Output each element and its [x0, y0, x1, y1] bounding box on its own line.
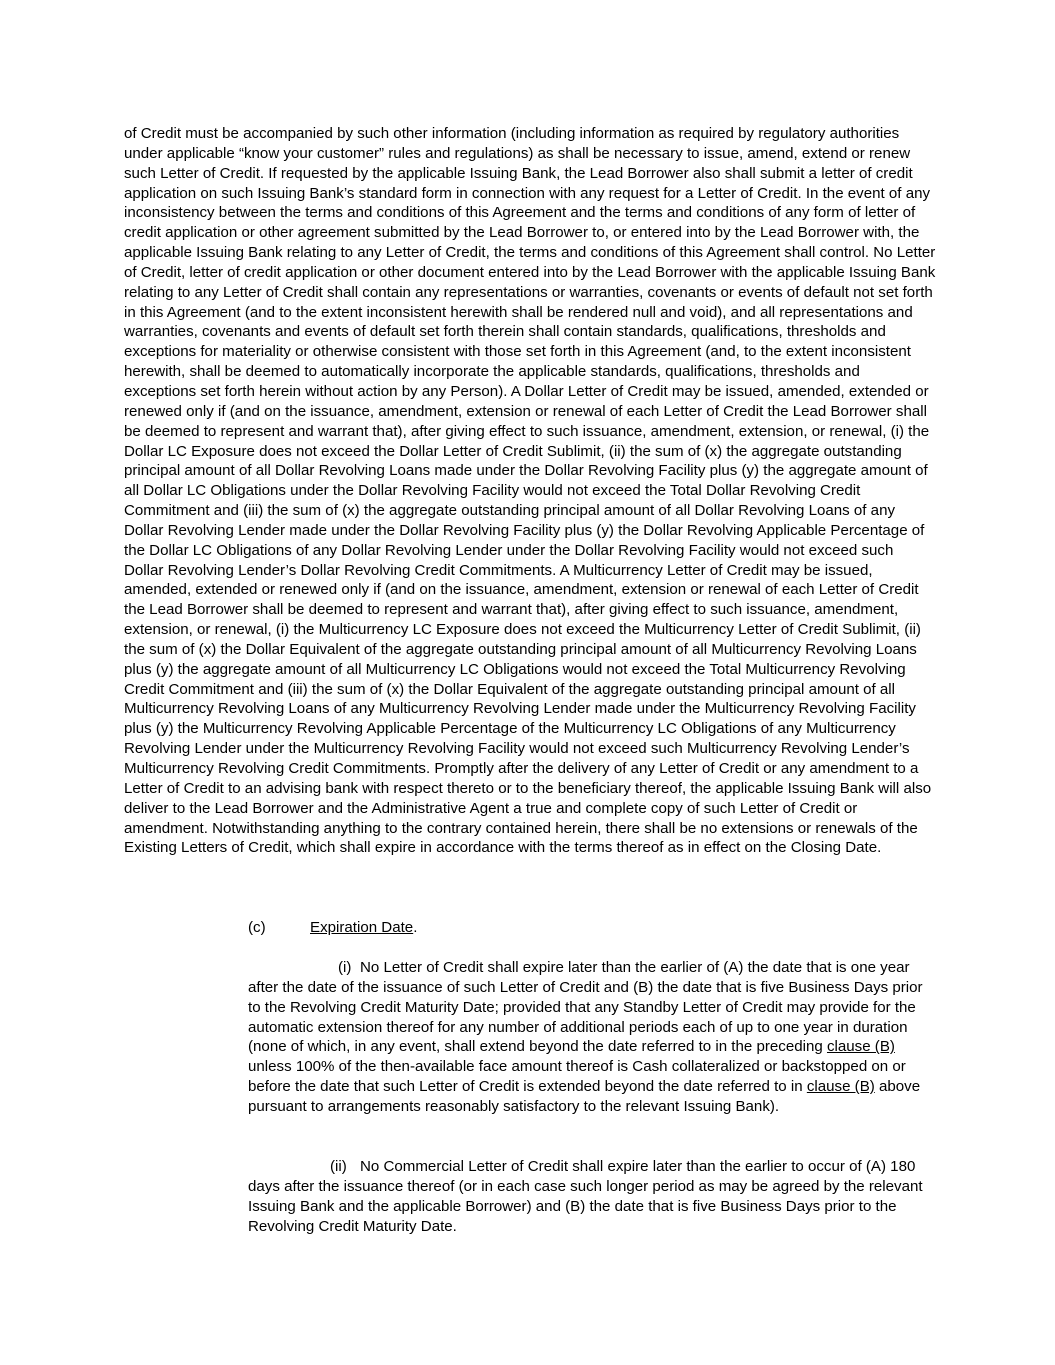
subsection-i-text-2: unless 100% of the then-available face amount thereof is Cash collateralized or backstopped on or before the date that such Letter of Credit is extended beyond the date referred to in: [248, 1058, 906, 1096]
subsection-i: [248, 958, 938, 1117]
body-paragraph: of Credit must be accompanied by such other information (including information as required by regulatory authorities under applicable “know your customer” rules and regulations) as shall be necessary to issue, amend, extend or renew such Letter of Credit. If requested by the applicable Issuing Bank, the Lead Borrower also shall submit a letter of credit application on such Issuing Bank’s standard form in connection with any request for a Letter of Credit. In the event of any inconsistency between the terms and conditions of this Agreement and the terms and conditions of any form of letter of credit application or other agreement submitted by the Lead Borrower to, or entered into by the Lead Borrower with, the applicable Issuing Bank relating to any Letter of Credit, the terms and conditions of this Agreement shall control. No Letter of Credit, letter of credit application or other document entered into by the Lead Borrower with the applicable Issuing Bank relating to any Letter of Credit shall contain any representations or warranties, covenants or events of default not set forth in this Agreement (and to the extent inconsistent herewith shall be rendered null and void), and all representations and warranties, covenants and events of default set forth therein shall contain standards, qualifications, thresholds and exceptions for materiality or otherwise consistent with those set forth in this Agreement (and, to the extent inconsistent herewith, shall be deemed to automatically incorporate the applicable standards, qualifications, thresholds and exceptions set forth herein without action by any Person). A Dollar Letter of Credit may be issued, amended, extended or renewed only if (and on the issuance, amendment, extension or renewal of each Letter of Credit the Lead Borrower shall be deemed to represent and warrant that), after giving effect to such issuance, amendment, extension, or renewal, (i) the Dollar LC Exposure does not exceed the Dollar Letter of Credit Sublimit, (ii) the sum of (x) the aggregate outstanding principal amount of all Dollar Revolving Loans made under the Dollar Revolving Facility plus (y) the aggregate amount of all Dollar LC Obligations under the Dollar Revolving Facility would not exceed the Total Dollar Revolving Credit Commitment and (iii) the sum of (x) the aggregate outstanding principal amount of all Dollar Revolving Loans of any Dollar Revolving Lender made under the Dollar Revolving Facility plus (y) the Dollar Revolving Applicable Percentage of the Dollar LC Obligations of any Dollar Revolving Lender under the Dollar Revolving Facility would not exceed such Dollar Revolving Lender’s Dollar Revolving Credit Commitments. A Multicurrency Letter of Credit may be issued, amended, extended or renewed only if (and on the issuance, amendment, extension or renewal of each Letter of Credit the Lead Borrower shall be deemed to represent and warrant that), after giving effect to such issuance, amendment, extension, or renewal, (i) the Multicurrency LC Exposure does not exceed the Multicurrency Letter of Credit Sublimit, (ii) the sum of (x) the Dollar Equivalent of the aggregate outstanding principal amount of all Multicurrency Revolving Loans plus (y) the aggregate amount of all Multicurrency LC Obligations would not exceed the Total Multicurrency Revolving Credit Commitment and (iii) the sum of (x) the Dollar Equivalent of the aggregate outstanding principal amount of all Multicurrency Revolving Loans of any Multicurrency Revolving Lender made under the Multicurrency Revolving Facility plus (y) the Multicurrency Revolving Applicable Percentage of the Multicurrency LC Obligations of any Multicurrency Revolving Lender under the Multicurrency Revolving Facility would not exceed such Multicurrency Revolving Lender’s Multicurrency Revolving Credit Commitments. Promptly after the delivery of any Letter of Credit or any amendment to a Letter of Credit to an advising bank with respect thereto or to the beneficiary thereof, the applicable Issuing Bank will also deliver to the Lead Borrower and the Administrative Agent a true and complete copy of such Letter of Credit or amendment. Notwithstanding anything to the contrary contained herein, there shall be no extensions or renewals of the Existing Letters of Credit, which shall expire in accordance with the terms thereof as in effect on the Closing Date.: [124, 125, 936, 857]
section-heading-c: [248, 918, 417, 938]
subsection-ii-text: No Commercial Letter of Credit shall expire later than the earlier to occur of (A) 180 days after the issuance thereof (or in each case such longer period as may be agreed by the relevant Issuing Bank and the applicable Borrower) and (B) the date that is five Business Days prior to the Revolving Credit Maturity Date.: [248, 1158, 923, 1235]
subsection-i-text-1: No Letter of Credit shall expire later than the earlier of (A) the date that is one year after the date of the issuance of such Letter of Credit and (B) the date that is five Business Days prior to the Revolving Credit Maturity Date; provided that any Standby Letter of Credit may provide for the automatic extension thereof for any number of additional periods each of up to one year in duration (none of which, in any event, shall extend beyond the date referred to in the preceding: [248, 959, 923, 1056]
subsection-ii-label: (ii): [330, 1158, 347, 1175]
section-title: Expiration Date: [310, 919, 414, 936]
subsection-ii: [248, 1157, 938, 1236]
subsection-i-label: (i): [338, 959, 352, 976]
subsection-i-text-3: above pursuant to arrangements reasonably satisfactory to the relevant Issuing Bank).: [248, 1078, 921, 1115]
clause-reference: clause (B): [826, 1038, 895, 1056]
section-label: (c): [248, 919, 266, 936]
section-title-suffix: .: [413, 919, 418, 936]
clause-reference: clause (B): [806, 1078, 875, 1096]
